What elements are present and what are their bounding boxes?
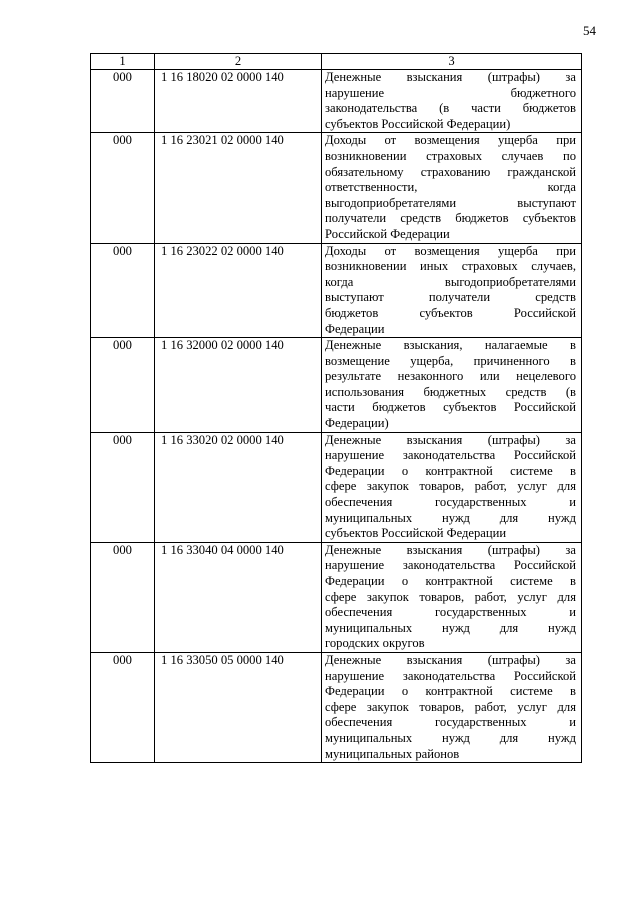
kbk-code-cell: 1 16 33020 02 0000 140: [155, 432, 322, 542]
description-line: Федерации о контрактной системе в: [325, 684, 576, 699]
description-line: сфере закупок товаров, работ, услуг для: [325, 479, 576, 494]
description-line: использования бюджетных средств (в: [325, 384, 576, 399]
description-line: субъектов Российской Федерации): [325, 116, 511, 131]
description-line: получатели средств бюджетов субъектов: [325, 211, 576, 226]
kbk-code-cell: 1 16 23022 02 0000 140: [155, 243, 322, 338]
description-line: законодательства (в части бюджетов: [325, 101, 576, 116]
revenue-description-cell: [322, 432, 582, 542]
description-line: Денежные взыскания (штрафы) за: [325, 70, 576, 84]
table-row: [91, 133, 582, 243]
table-row: [91, 652, 582, 762]
admin-code-cell: 000: [91, 652, 155, 762]
admin-code-cell: 000: [91, 338, 155, 433]
revenue-description-cell: [322, 133, 582, 243]
table-row: [91, 432, 582, 542]
description-line: Федерации: [325, 321, 385, 336]
table-header-row: [91, 54, 582, 70]
description-line: муниципальных нужд для нужд: [325, 510, 576, 525]
description-line: Доходы от возмещения ущерба при: [325, 243, 576, 258]
admin-code-cell: 000: [91, 133, 155, 243]
admin-code-cell: 000: [91, 432, 155, 542]
description-line: нарушение законодательства Российской: [325, 668, 576, 683]
page-number: 54: [583, 23, 596, 38]
description-line: выгодоприобретателями выступают: [325, 195, 576, 210]
description-line: Денежные взыскания (штрафы) за: [325, 652, 576, 667]
kbk-code-cell: 1 16 18020 02 0000 140: [155, 70, 322, 133]
revenue-description-cell: [322, 338, 582, 433]
description-line: нарушение законодательства Российской: [325, 448, 576, 463]
table-row: [91, 243, 582, 338]
column-header-1: 1: [91, 54, 155, 70]
description-line: части бюджетов субъектов Российской: [325, 400, 576, 415]
description-line: муниципальных нужд для нужд: [325, 730, 576, 745]
description-line: выступают получатели средств: [325, 290, 576, 305]
description-line: Денежные взыскания (штрафы) за: [325, 432, 576, 447]
description-line: ответственности, когда: [325, 180, 576, 195]
admin-code-cell: 000: [91, 70, 155, 133]
column-header-2: 2: [155, 54, 322, 70]
description-line: обеспечения государственных и: [325, 715, 576, 730]
revenue-description-cell: [322, 243, 582, 338]
kbk-code-cell: 1 16 23021 02 0000 140: [155, 133, 322, 243]
description-line: Российской Федерации: [325, 226, 450, 241]
description-line: сфере закупок товаров, работ, услуг для: [325, 699, 576, 714]
description-line: субъектов Российской Федерации: [325, 526, 507, 541]
description-line: когда выгодоприобретателями: [325, 274, 576, 289]
description-line: возникновении страховых случаев по: [325, 148, 576, 163]
description-line: муниципальных районов: [325, 746, 460, 761]
description-line: Федерации о контрактной системе в: [325, 463, 576, 478]
kbk-code-cell: 1 16 32000 02 0000 140: [155, 338, 322, 433]
description-line: нарушение бюджетного: [325, 85, 576, 100]
revenue-description-cell: [322, 652, 582, 762]
admin-code-cell: 000: [91, 542, 155, 652]
description-line: нарушение законодательства Российской: [325, 558, 576, 573]
column-header-3: 3: [322, 54, 582, 70]
revenue-description-cell: [322, 542, 582, 652]
description-line: городских округов: [325, 636, 425, 651]
description-line: возмещение ущерба, причиненного в: [325, 353, 576, 368]
budget-codes-table: [90, 53, 582, 763]
table-row: [91, 70, 582, 133]
description-line: бюджетов субъектов Российской: [325, 305, 576, 320]
description-line: муниципальных нужд для нужд: [325, 620, 576, 635]
description-line: возникновении иных страховых случаев,: [325, 259, 576, 274]
kbk-code-cell: 1 16 33040 04 0000 140: [155, 542, 322, 652]
table-row: [91, 542, 582, 652]
revenue-description-cell: [322, 70, 582, 133]
table-row: [91, 338, 582, 433]
description-line: Денежные взыскания (штрафы) за: [325, 542, 576, 557]
description-line: Федерации о контрактной системе в: [325, 574, 576, 588]
kbk-code-cell: 1 16 33050 05 0000 140: [155, 652, 322, 762]
admin-code-cell: 000: [91, 243, 155, 338]
description-line: обеспечения государственных и: [325, 605, 576, 620]
description-line: обязательному страхованию гражданской: [325, 164, 576, 179]
description-line: обеспечения государственных и: [325, 495, 576, 510]
description-line: Федерации): [325, 416, 389, 431]
description-line: Доходы от возмещения ущерба при: [325, 133, 576, 148]
description-line: результате незаконного или нецелевого: [325, 369, 576, 384]
description-line: сфере закупок товаров, работ, услуг для: [325, 589, 576, 604]
description-line: Денежные взыскания, налагаемые в: [325, 338, 576, 353]
